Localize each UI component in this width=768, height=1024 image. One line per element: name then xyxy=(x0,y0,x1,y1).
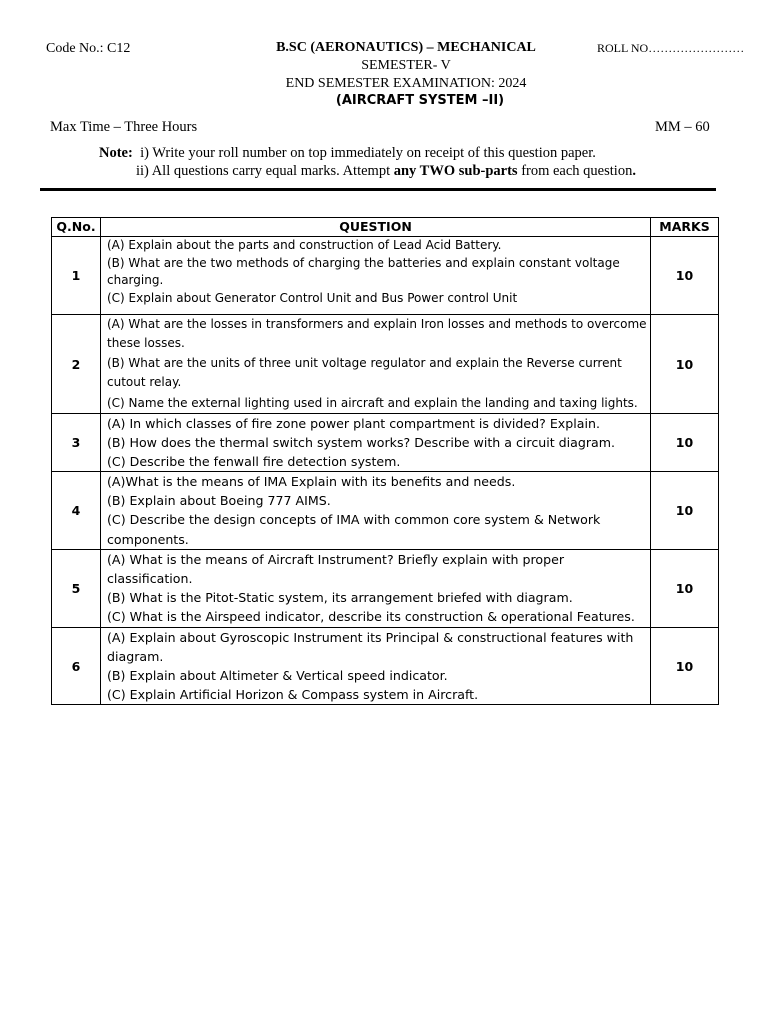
question-part: (B) Explain about Altimeter & Vertical speed indicator. xyxy=(107,668,448,684)
question-part: (C) Describe the design concepts of IMA with common core system & Network components. xyxy=(107,512,601,547)
question-part: (B) What is the Pitot-Static system, its arrangement briefed with diagram. xyxy=(107,590,573,606)
question-number: 1 xyxy=(52,237,101,315)
question-number: 6 xyxy=(52,627,101,705)
question-number: 3 xyxy=(52,414,101,472)
table-row xyxy=(52,549,719,627)
question-marks: 10 xyxy=(651,237,719,315)
question-table xyxy=(51,217,719,705)
table-row xyxy=(52,472,719,550)
roll-number-field: ROLL NO…………………… xyxy=(597,41,745,55)
table-row xyxy=(52,414,719,472)
question-text xyxy=(101,315,651,414)
table-header-row xyxy=(52,218,719,237)
header-question: QUESTION xyxy=(101,218,651,237)
question-part: (C) What is the Airspeed indicator, describe its construction & operational Features. xyxy=(107,609,635,625)
question-marks: 10 xyxy=(651,414,719,472)
note-text-2-emphasis: any TWO sub-parts xyxy=(393,163,518,179)
question-marks: 10 xyxy=(651,549,719,627)
question-text xyxy=(101,472,651,550)
question-text xyxy=(101,237,651,315)
note-line-2 xyxy=(136,163,636,180)
table-row xyxy=(52,237,719,315)
question-part: (C) Explain Artificial Horizon & Compass system in Aircraft. xyxy=(107,687,479,703)
question-part: (B) How does the thermal switch system works? Describe with a circuit diagram. xyxy=(107,435,616,450)
code-number: Code No.: C12 xyxy=(46,41,131,56)
question-part: (B) What are the two methods of charging the batteries and explain constant voltage charging. xyxy=(107,255,620,287)
question-part: (A) In which classes of fire zone power plant compartment is divided? Explain. xyxy=(107,416,600,431)
question-text xyxy=(101,549,651,627)
question-part: (A)What is the means of IMA Explain with its benefits and needs. xyxy=(107,474,516,489)
header-divider xyxy=(40,188,716,191)
max-marks: MM – 60 xyxy=(655,119,710,135)
question-part: (B) What are the units of three unit voltage regulator and explain the Reverse current cutout relay. xyxy=(107,356,622,389)
exam-title: END SEMESTER EXAMINATION: 2024 xyxy=(285,76,527,91)
note-text-2-end: from each question xyxy=(517,163,633,179)
question-part: (B) Explain about Boeing 777 AIMS. xyxy=(107,493,331,509)
question-text xyxy=(101,627,651,705)
question-marks: 10 xyxy=(651,627,719,705)
question-part: (A) What are the losses in transformers and explain Iron losses and methods to overcome these losses. xyxy=(107,317,647,350)
semester-line: SEMESTER- V xyxy=(361,58,451,73)
question-marks: 10 xyxy=(651,315,719,414)
question-marks: 10 xyxy=(651,472,719,550)
table-row xyxy=(52,315,719,414)
question-part: (A) What is the means of Aircraft Instrument? Briefly explain with proper classification. xyxy=(107,551,565,587)
header-marks: MARKS xyxy=(651,218,719,237)
question-part: (C) Describe the fenwall fire detection system. xyxy=(107,454,401,469)
question-part: (C) Explain about Generator Control Unit and Bus Power control Unit xyxy=(107,290,518,305)
question-text xyxy=(101,414,651,472)
subject-title: (AIRCRAFT SYSTEM –II) xyxy=(335,93,505,108)
question-number: 5 xyxy=(52,549,101,627)
note-text-1: i) Write your roll number on top immediately on receipt of this question paper. xyxy=(140,145,596,161)
question-part: (A) Explain about the parts and construction of Lead Acid Battery. xyxy=(107,238,502,252)
note-text-2-period: . xyxy=(632,163,636,179)
note-line-1 xyxy=(99,145,596,162)
program-title: B.SC (AERONAUTICS) – MECHANICAL xyxy=(276,40,536,55)
question-part: (A) Explain about Gyroscopic Instrument its Principal & constructional features with diagram. xyxy=(107,629,634,664)
question-part: (C) Name the external lighting used in aircraft and explain the landing and taxing lights. xyxy=(107,396,638,410)
max-time: Max Time – Three Hours xyxy=(50,119,198,135)
header-qno: Q.No. xyxy=(52,218,101,237)
table-row xyxy=(52,627,719,705)
note-label: Note: xyxy=(99,145,133,161)
note-text-2-start: ii) All questions carry equal marks. Attempt xyxy=(136,163,394,179)
question-number: 4 xyxy=(52,472,101,550)
question-number: 2 xyxy=(52,315,101,414)
